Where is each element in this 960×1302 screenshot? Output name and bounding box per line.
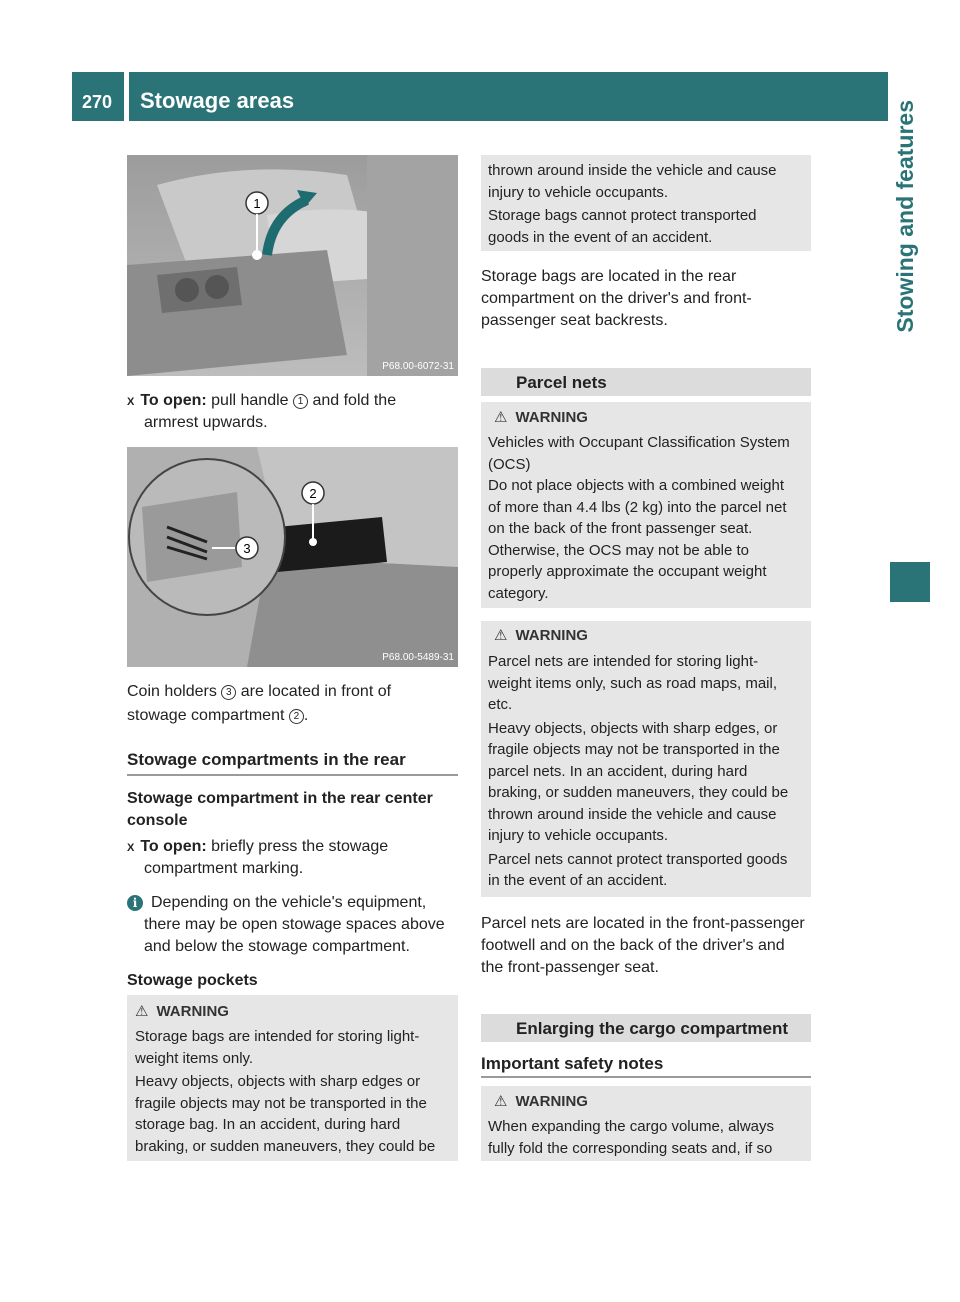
warning-icon: ⚠ xyxy=(135,1003,149,1020)
warning-body xyxy=(488,1116,810,1159)
text-line: Parcel nets are intended for storing light- xyxy=(488,653,759,670)
text-line: in the event of an accident. xyxy=(488,872,668,889)
text-line: Parcel nets are located in the front-passenger xyxy=(481,915,805,932)
text-line: When expanding the cargo volume, always xyxy=(488,1118,774,1135)
warning-body xyxy=(488,651,810,892)
text-line: compartment on the driver's and front- xyxy=(481,290,752,307)
text-line: injury to vehicle occupants. xyxy=(488,183,669,201)
armrest-illustration xyxy=(127,155,458,376)
warning-body xyxy=(135,1026,455,1157)
figure-code: P68.00-6072-31 xyxy=(382,361,454,372)
coin-holder-figure xyxy=(127,447,458,667)
text-line: etc. xyxy=(488,696,513,713)
heading-rule xyxy=(481,1076,811,1078)
storage-bags-text xyxy=(481,266,811,332)
coin-holder-illustration xyxy=(127,447,458,667)
text-line: injury to vehicle occupants. xyxy=(488,827,669,844)
pockets-heading: Stowage pockets xyxy=(127,972,258,989)
page-number: 270 xyxy=(82,92,113,112)
rear-heading: Stowage compartments in the rear xyxy=(127,750,406,769)
step-open-armrest: X To open: pull handle 1 and fold the xyxy=(127,392,397,409)
text-line: of more than 4.4 lbs (2 kg) into the parcel net xyxy=(488,498,787,516)
warning-heading: ⚠ WARNING xyxy=(135,1003,229,1020)
info-note-line2: there may be open stowage spaces above xyxy=(144,916,445,933)
header-divider xyxy=(124,72,129,121)
coin-holders-text-cont: stowage compartment 2 . xyxy=(127,707,309,724)
side-tab-marker xyxy=(890,562,930,602)
side-tab-label: Stowing and features xyxy=(892,100,918,333)
text-line: Vehicles with Occupant Classification System xyxy=(488,434,790,451)
text-line: Heavy objects, objects with sharp edges or xyxy=(135,1073,421,1090)
text-line: Parcel nets cannot protect transported goods xyxy=(488,850,788,868)
page-title: Stowage areas xyxy=(140,88,295,113)
text-line: category. xyxy=(488,584,549,602)
info-icon: i xyxy=(127,895,143,911)
text-line: fragile objects may not be transported in the xyxy=(488,741,780,758)
warning-heading: ⚠ WARNING xyxy=(494,627,588,644)
text-line: braking, or sudden maneuvers, they could be xyxy=(135,1137,436,1155)
text-line: on the back of the front passenger seat. xyxy=(488,520,753,537)
text-line: (OCS) xyxy=(488,455,531,473)
cargo-heading: Enlarging the cargo compartment xyxy=(516,1019,789,1038)
center-console-heading: Stowage compartment in the rear center xyxy=(127,790,433,807)
parcel-nets-text xyxy=(481,913,816,979)
text-line: Do not place objects with a combined weight xyxy=(488,477,785,494)
text-line: Storage bags cannot protect transported xyxy=(488,207,757,224)
callout-1: 1 xyxy=(253,196,261,211)
warning-heading: ⚠ WARNING xyxy=(494,1093,588,1110)
text-line: thrown around inside the vehicle and cause xyxy=(488,805,777,823)
callout-ref-1: 1 xyxy=(293,394,308,409)
figure-code: P68.00-5489-31 xyxy=(382,652,454,663)
text-line: Otherwise, the OCS may not be able to xyxy=(488,541,749,559)
step-open-compartment: X To open: briefly press the stowage xyxy=(127,838,389,855)
step-open-compartment-cont: compartment marking. xyxy=(144,860,304,877)
coin-holders-text: Coin holders 3 are located in front of xyxy=(127,683,392,700)
callout-2: 2 xyxy=(309,486,317,501)
text-line: goods in the event of an accident. xyxy=(488,228,713,246)
warning-icon: ⚠ xyxy=(494,409,508,426)
text-line: Storage bags are located in the rear xyxy=(481,268,737,285)
warning-icon: ⚠ xyxy=(494,627,508,644)
center-console-heading-cont: console xyxy=(127,812,188,829)
text-line: storage bag. In an accident, during hard xyxy=(135,1116,401,1133)
safety-heading: Important safety notes xyxy=(481,1054,664,1073)
warning-body xyxy=(488,432,810,604)
heading-rule xyxy=(127,774,458,776)
parcel-nets-heading: Parcel nets xyxy=(516,373,607,392)
text-line: fragile objects may not be transported in the xyxy=(135,1094,427,1112)
text-line: braking, or sudden maneuvers, they could be xyxy=(488,784,789,801)
text-line: fully fold the corresponding seats and, if so xyxy=(488,1139,773,1157)
text-line: weight items only, such as road maps, mail, xyxy=(488,674,778,692)
armrest-figure xyxy=(127,155,458,376)
warning-body-cont xyxy=(488,160,808,248)
text-line: parcel nets. In an accident, during hard xyxy=(488,762,748,780)
text-line: thrown around inside the vehicle and cause xyxy=(488,162,777,179)
callout-3: 3 xyxy=(243,541,251,556)
text-line: Storage bags are intended for storing light- xyxy=(135,1028,420,1045)
text-line: the front-passenger seat. xyxy=(481,959,659,976)
warning-icon: ⚠ xyxy=(494,1093,508,1110)
warning-heading: ⚠ WARNING xyxy=(494,409,588,426)
info-note-line3: and below the stowage compartment. xyxy=(144,938,410,955)
text-line: Heavy objects, objects with sharp edges, or xyxy=(488,719,778,737)
text-line: passenger seat backrests. xyxy=(481,312,668,329)
info-note: i Depending on the vehicle's equipment, xyxy=(127,892,426,914)
text-line: properly approximate the occupant weight xyxy=(488,563,767,580)
step-open-armrest-cont: armrest upwards. xyxy=(144,414,268,431)
side-tab xyxy=(885,100,925,625)
text-line: footwell and on the back of the driver's and xyxy=(481,937,785,954)
text-line: weight items only. xyxy=(135,1049,254,1067)
